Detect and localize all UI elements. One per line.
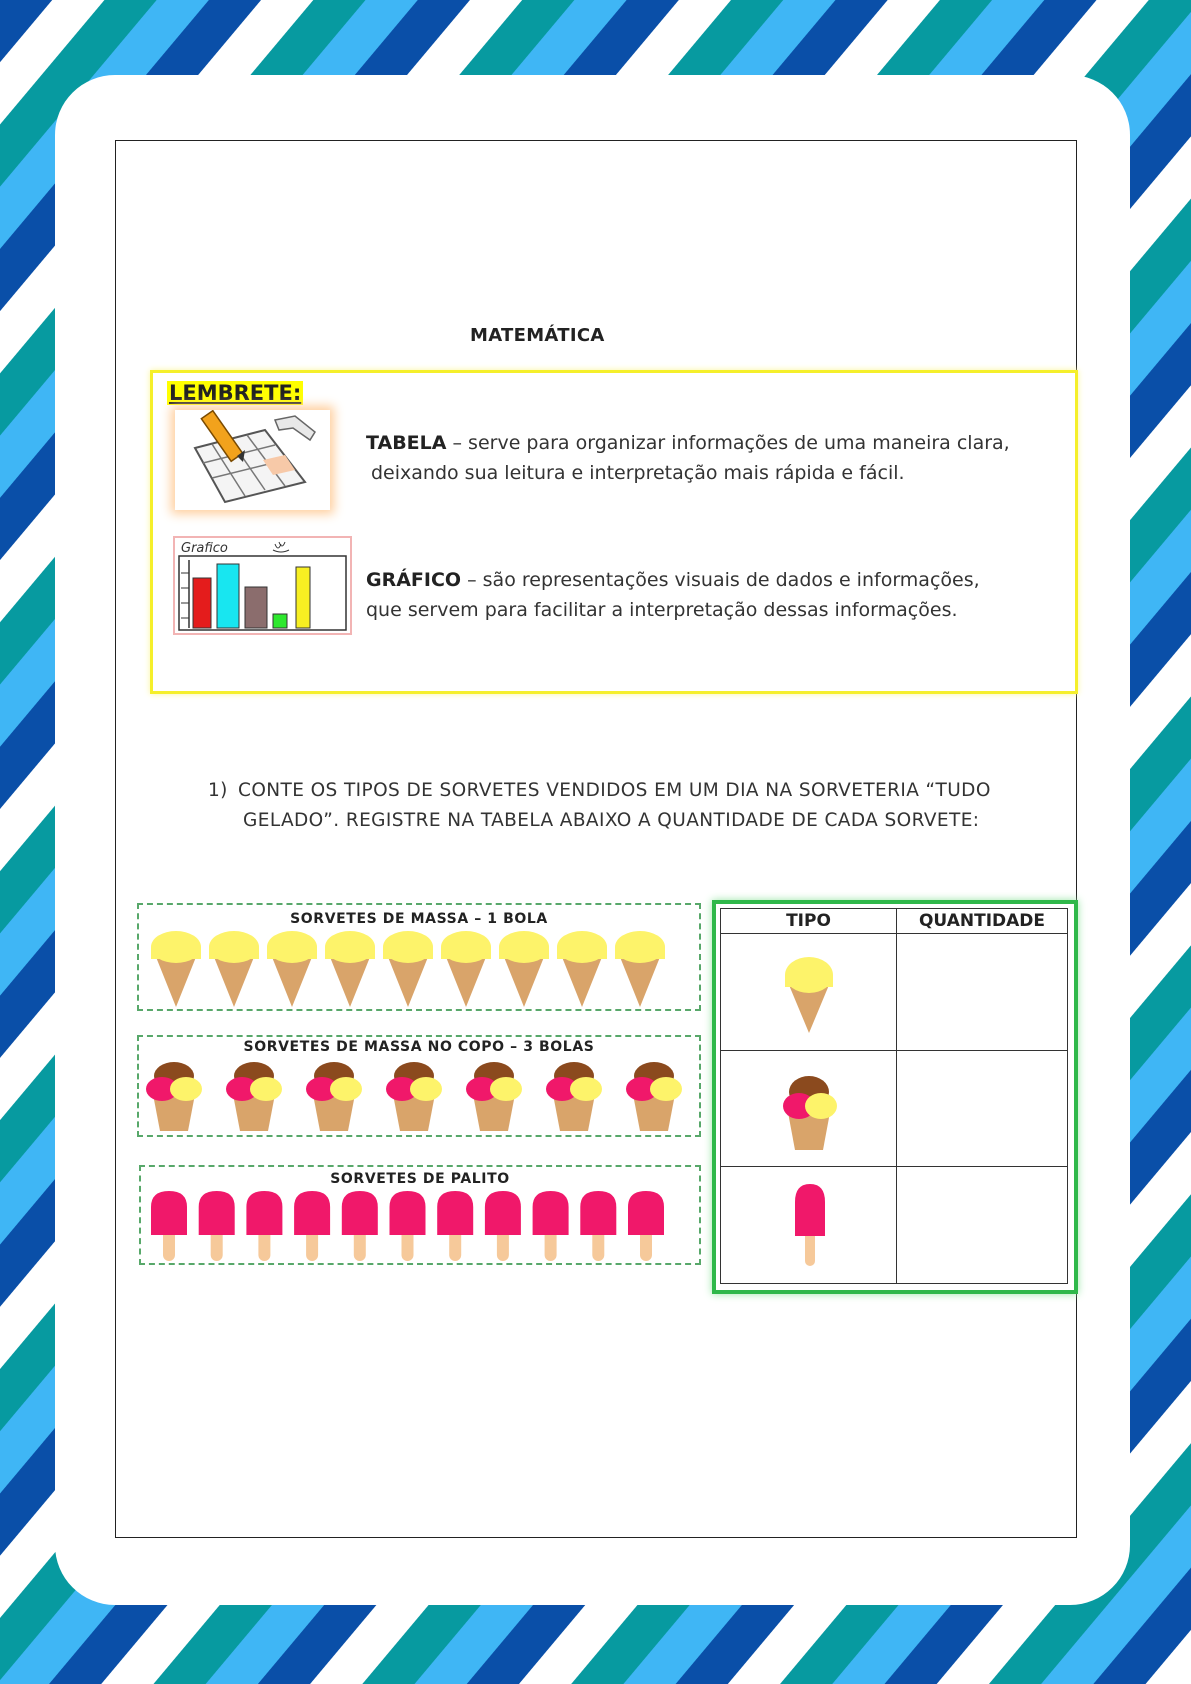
cup-3-scoops-icon [626,1062,682,1131]
quantity-cell-cup[interactable] [897,1050,1068,1167]
cone-1-scoop-icon [267,931,317,1007]
question-line2: GELADO”. REGISTRE NA TABELA ABAIXO A QUANTIDADE DE CADA SORVETE: [243,810,980,831]
question-line1: CONTE OS TIPOS DE SORVETES VENDIDOS EM UM DIA NA SORVETERIA “TUDO [238,780,991,801]
popsicle-icon [533,1191,569,1261]
table-row [721,1050,1068,1167]
cup-3-scoops-icon [721,1050,897,1167]
col-header-quantidade: QUANTIDADE [897,909,1068,934]
cone-1-scoop-icon [151,931,201,1007]
table-pencil-icon [175,410,330,510]
answer-table [720,908,1068,1284]
answer-table-frame [712,900,1078,1294]
cone-1-scoop-icon [383,931,433,1007]
cone-1-scoop-icon [557,931,607,1007]
popsicle-icon [342,1191,378,1261]
reminder-label: LEMBRETE: [169,381,302,405]
popsicle-icon [437,1191,473,1261]
cone-1-scoop-icon [499,931,549,1007]
group-cone-1-scoop [137,903,701,1011]
popsicle-icon [390,1191,426,1261]
popsicle-items [141,1189,699,1263]
grafico-definition [366,565,980,625]
cup-items [139,1059,699,1135]
cone-1-scoop-icon [721,934,897,1051]
cone-1-scoop-icon [441,931,491,1007]
cone-1-scoop-icon [209,931,259,1007]
popsicle-icon [485,1191,521,1261]
popsicle-icon [721,1167,897,1284]
popsicle-icon [628,1191,664,1261]
cup-3-scoops-icon [226,1062,282,1131]
grafico-term: GRÁFICO [366,569,462,591]
quantity-cell-popsicle[interactable] [897,1167,1068,1284]
group-title: SORVETES DE PALITO [330,1171,510,1187]
cup-3-scoops-icon [306,1062,362,1131]
question-1 [208,776,1048,836]
popsicle-icon [199,1191,235,1261]
group-title: SORVETES DE MASSA NO COPO – 3 BOLAS [243,1039,595,1055]
table-row [721,1167,1068,1284]
tabela-line2: deixando sua leitura e interpretação mais rápida e fácil. [371,462,905,484]
popsicle-icon [151,1191,187,1261]
group-cup-3-scoops [137,1035,701,1137]
tabela-line1: – serve para organizar informações de uma maneira clara, [446,432,1010,454]
document-frame [115,140,1077,1538]
cone-1-scoop-icon [325,931,375,1007]
question-number: 1) [208,780,228,801]
chart-icon-caption: Grafico [181,541,228,556]
page-title: MATEMÁTICA [470,325,605,346]
group-title: SORVETES DE MASSA – 1 BOLA [290,911,548,927]
cup-3-scoops-icon [466,1062,522,1131]
cone-items [139,929,699,1007]
grafico-line1: – são representações visuais de dados e informações, [461,569,980,591]
popsicle-icon [294,1191,330,1261]
cup-3-scoops-icon [386,1062,442,1131]
cup-3-scoops-icon [546,1062,602,1131]
cone-1-scoop-icon [615,931,665,1007]
cup-3-scoops-icon [146,1062,202,1131]
popsicle-icon [246,1191,282,1261]
table-row [721,934,1068,1051]
group-popsicle [139,1165,701,1265]
tabela-definition [366,428,1010,488]
tabela-term: TABELA [366,432,447,454]
grafico-line2: que servem para facilitar a interpretação dessas informações. [366,599,958,621]
quantity-cell-cone[interactable] [897,934,1068,1051]
col-header-tipo: TIPO [721,909,897,934]
bar-chart-icon [173,536,352,635]
popsicle-icon [580,1191,616,1261]
